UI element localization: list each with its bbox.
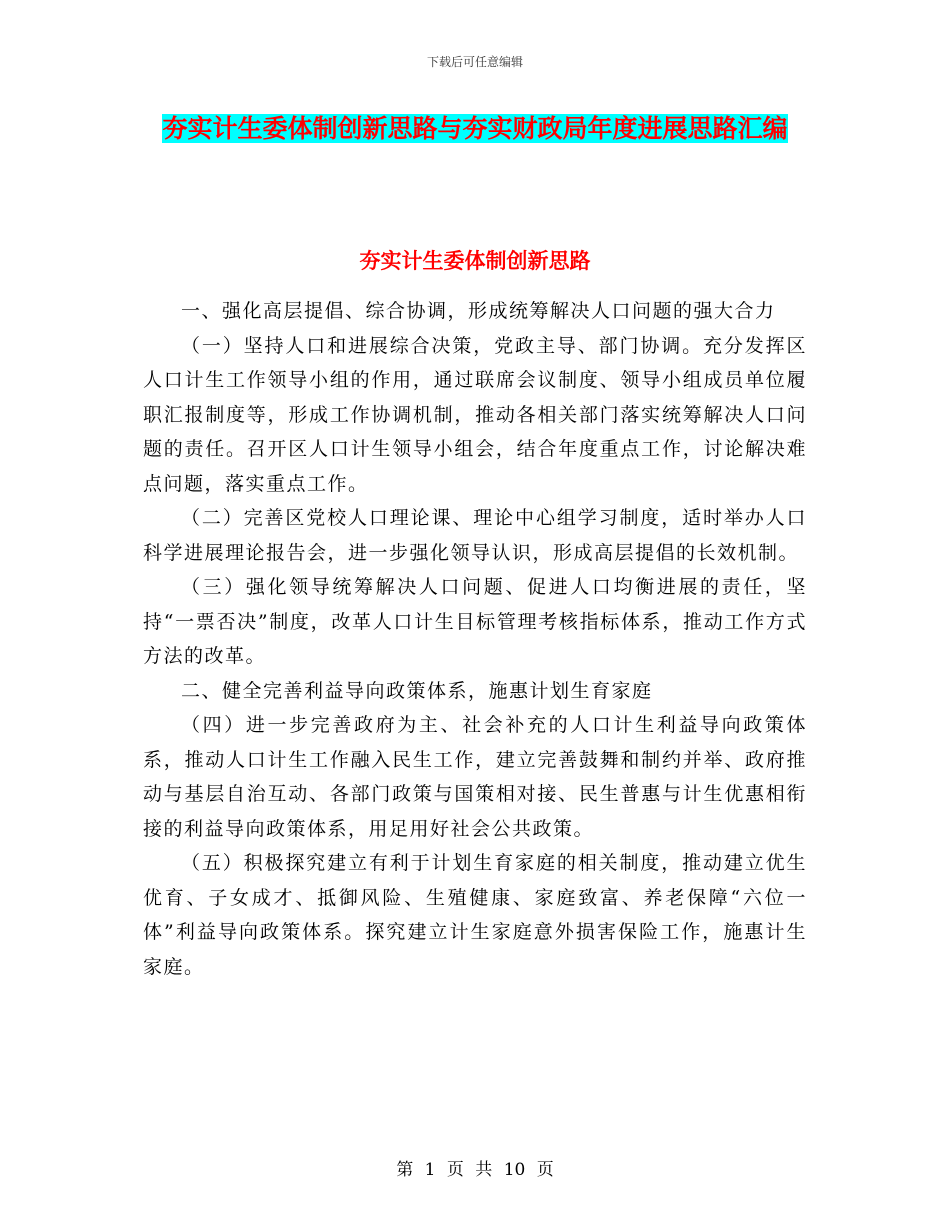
- section-title: 夯实计生委体制创新思路: [359, 249, 591, 273]
- page-number-footer: 第 1 页 共 10 页: [396, 1160, 554, 1180]
- paragraph: 二、健全完善利益导向政策体系，施惠计划生育家庭: [181, 679, 653, 702]
- paragraph: （二）完善区党校人口理论课、理论中心组学习制度，适时举办人口科学进展理论报告会，进一步强化领导认识，形成高层提倡的长效机制。: [143, 507, 807, 564]
- header-note: 下载后可任意编辑: [426, 55, 523, 69]
- paragraph: （四）进一步完善政府为主、社会补充的人口计生利益导向政策体系，推动人口计生工作融入民生工作，建立完善鼓舞和制约并举、政府推动与基层自治互动、各部门政策与国策相对接、民生普惠与计生优惠相衔接的利益导向政策体系，用足用好社会公共政策。: [143, 714, 807, 840]
- paragraph: 一、强化高层提倡、综合协调，形成统筹解决人口问题的强大合力: [181, 300, 776, 322]
- paragraph: （五）积极探究建立有利于计划生育家庭的相关制度，推动建立优生优育、子女成才、抵御风险、生殖健康、家庭致富、养老保障“六位一体”利益导向政策体系。探究建立计生家庭意外损害保险工作，施惠计生家庭。: [143, 852, 807, 978]
- document-title-text: 夯实计生委体制创新思路与夯实财政局年度进展思路汇编: [162, 114, 788, 143]
- paragraph: （三）强化领导统筹解决人口问题、促进人口均衡进展的责任，坚持“一票否决”制度，改革人口计生目标管理考核指标体系，推动工作方式方法的改革。: [143, 576, 807, 667]
- paragraph: （一）坚持人口和进展综合决策，党政主导、部门协调。充分发挥区人口计生工作领导小组的作用，通过联席会议制度、领导小组成员单位履职汇报制度等，形成工作协调机制，推动各相关部门落实统筹解决人口问题的责任。召开区人口计生领导小组会，结合年度重点工作，讨论解决难点问题，落实重点工作。: [143, 334, 807, 495]
- document-title: [140, 106, 810, 151]
- document-body: [143, 294, 807, 984]
